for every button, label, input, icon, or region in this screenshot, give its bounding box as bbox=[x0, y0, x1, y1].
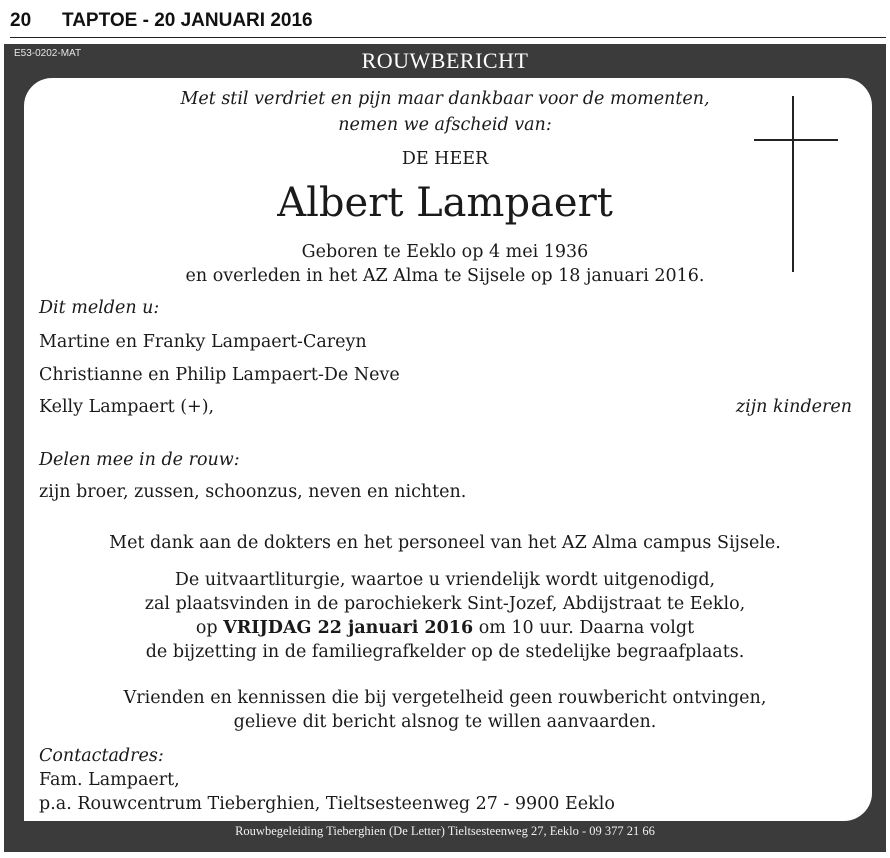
friends-line-1: Vrienden en kennissen die bij vergetelheid geen rouwbericht ontvingen, bbox=[123, 688, 767, 708]
contact-line-2: p.a. Rouwcentrum Tieberghien, Tieltsesteenweg 27 - 9900 Eeklo bbox=[39, 794, 615, 814]
intro-line-2: nemen we afscheid van: bbox=[338, 115, 552, 135]
funeral-line-4: de bijzetting in de familiegrafkelder op de stedelijke begraafplaats. bbox=[145, 642, 745, 662]
notice-heading: ROUWBERICHT bbox=[361, 48, 529, 73]
cross-icon-bar bbox=[754, 139, 838, 141]
funeral-line-1: De uitvaartliturgie, waartoe u vriendelijk wordt uitgenodigd, bbox=[174, 570, 716, 590]
deceased-name: Albert Lampaert bbox=[277, 180, 613, 226]
funeral-line-3-pre: op bbox=[195, 618, 224, 638]
child-2: Christianne en Philip Lampaert-De Neve bbox=[39, 365, 400, 385]
mourners-label: Delen mee in de rouw: bbox=[39, 450, 240, 470]
child-3: Kelly Lampaert (+), bbox=[39, 397, 215, 417]
contact-line-1: Fam. Lampaert, bbox=[39, 770, 180, 790]
notice-footer: Rouwbegeleiding Tieberghien (De Letter) Tieltsesteenweg 27, Eeklo - 09 377 21 66 bbox=[235, 824, 655, 838]
funeral-date: VRIJDAG 22 januari 2016 bbox=[223, 618, 474, 638]
funeral-line-3 bbox=[0, 617, 890, 639]
publication-title: TAPTOE - 20 JANUARI 2016 bbox=[62, 10, 313, 31]
deceased-title: DE HEER bbox=[401, 149, 489, 169]
page-header bbox=[10, 8, 886, 38]
friends-line-2: gelieve dit bericht alsnog te willen aanvaarden. bbox=[233, 712, 657, 732]
intro-line-1: Met stil verdriet en pijn maar dankbaar voor de momenten, bbox=[180, 89, 710, 109]
death-line: en overleden in het AZ Alma te Sijsele op 18 januari 2016. bbox=[185, 266, 705, 286]
child-1: Martine en Franky Lampaert-Careyn bbox=[39, 332, 367, 352]
birth-line: Geboren te Eeklo op 4 mei 1936 bbox=[301, 242, 589, 262]
announcers-label: Dit melden u: bbox=[39, 298, 160, 318]
funeral-line-2: zal plaatsvinden in de parochiekerk Sint-Jozef, Abdijstraat te Eeklo, bbox=[144, 594, 746, 614]
thanks-text: Met dank aan de dokters en het personeel van het AZ Alma campus Sijsele. bbox=[109, 533, 781, 553]
mourners-text: zijn broer, zussen, schoonzus, neven en nichten. bbox=[39, 482, 467, 502]
page-number: 20 bbox=[10, 10, 32, 31]
notice-code: E53-0202-MAT bbox=[14, 48, 82, 59]
contact-label: Contactadres: bbox=[39, 746, 164, 766]
children-label: zijn kinderen bbox=[735, 397, 852, 417]
funeral-line-3-post: om 10 uur. Daarna volgt bbox=[473, 618, 695, 638]
